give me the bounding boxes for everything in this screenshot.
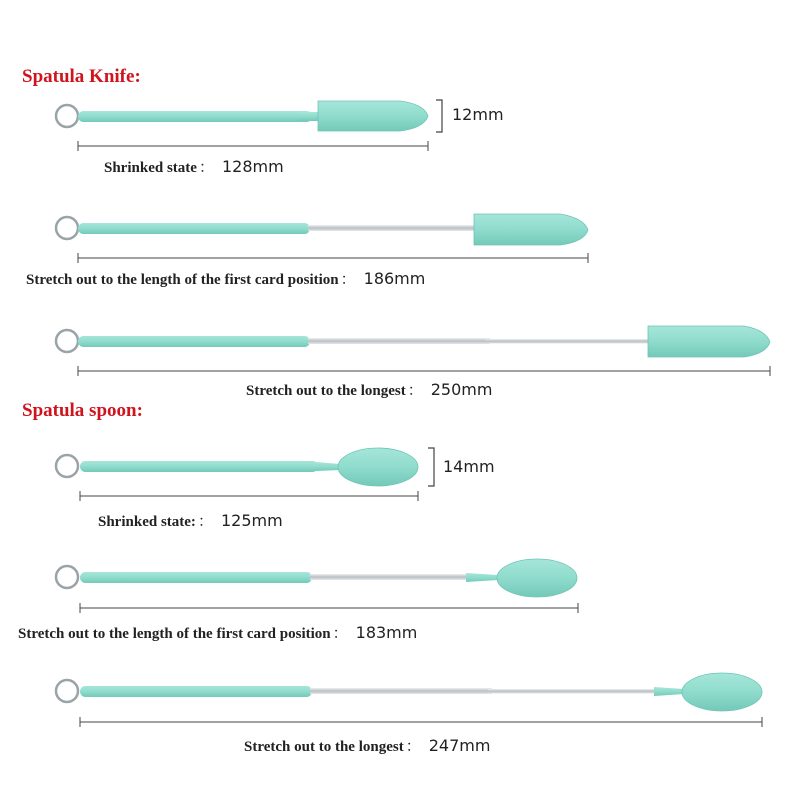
state-separator: ： [340, 271, 356, 288]
knife-width-value: 12mm [452, 105, 504, 124]
state-separator: ： [197, 513, 213, 530]
key-ring-icon [56, 680, 78, 702]
telescopic-rod [310, 688, 492, 694]
spoon-width-value: 14mm [443, 457, 495, 476]
key-ring-icon [56, 217, 78, 239]
state-label: Stretch out to the length of the first card position [26, 272, 339, 288]
handle [78, 336, 310, 347]
state-label: Stretch out to the longest [246, 383, 406, 399]
state-length-value: 183mm [355, 623, 418, 642]
spoon-first-position [56, 559, 578, 613]
key-ring-icon [56, 105, 78, 127]
spoon-heading: Spatula spoon: [22, 400, 143, 421]
telescopic-rod [308, 338, 490, 344]
spoon-longest [56, 673, 762, 727]
handle [78, 111, 312, 122]
telescopic-rod [308, 225, 476, 231]
spoon-state-first-position [18, 622, 417, 643]
spoon-shrinked [56, 448, 434, 501]
spoon-state-shrinked [98, 510, 283, 531]
telescopic-rod [310, 574, 470, 580]
knife-blade [318, 101, 428, 131]
state-label: Shrinked state [104, 160, 197, 176]
state-separator: ： [405, 738, 421, 755]
state-separator: ： [332, 625, 348, 642]
width-bracket [436, 100, 442, 132]
spoon-bowl [682, 673, 762, 711]
state-label: Stretch out to the longest [244, 739, 404, 755]
spoon-state-longest [244, 735, 490, 756]
state-separator: ： [198, 159, 214, 176]
state-label: Stretch out to the length of the first card position [18, 626, 331, 642]
knife-state-shrinked [104, 156, 284, 177]
state-length-value: 128mm [221, 157, 284, 176]
knife-state-longest [246, 379, 492, 400]
state-length-value: 186mm [363, 269, 426, 288]
state-label: Shrinked state: [98, 514, 196, 530]
handle [78, 223, 310, 234]
knife-blade [648, 326, 770, 357]
key-ring-icon [56, 330, 78, 352]
handle [80, 572, 312, 583]
knife-first-position [56, 214, 588, 263]
knife-state-first-position [26, 268, 425, 289]
spoon-bowl [338, 448, 418, 486]
handle [80, 461, 318, 472]
knife-longest [56, 326, 770, 376]
key-ring-icon [56, 455, 78, 477]
knife-blade [474, 214, 588, 245]
state-length-value: 247mm [428, 736, 491, 755]
key-ring-icon [56, 566, 78, 588]
state-separator: ： [407, 382, 423, 399]
handle [80, 686, 312, 697]
knife-shrinked [56, 100, 442, 151]
state-length-value: 125mm [220, 511, 283, 530]
state-length-value: 250mm [430, 380, 493, 399]
knife-heading: Spatula Knife: [22, 66, 141, 87]
spoon-bowl [497, 559, 577, 597]
width-bracket [428, 448, 434, 486]
